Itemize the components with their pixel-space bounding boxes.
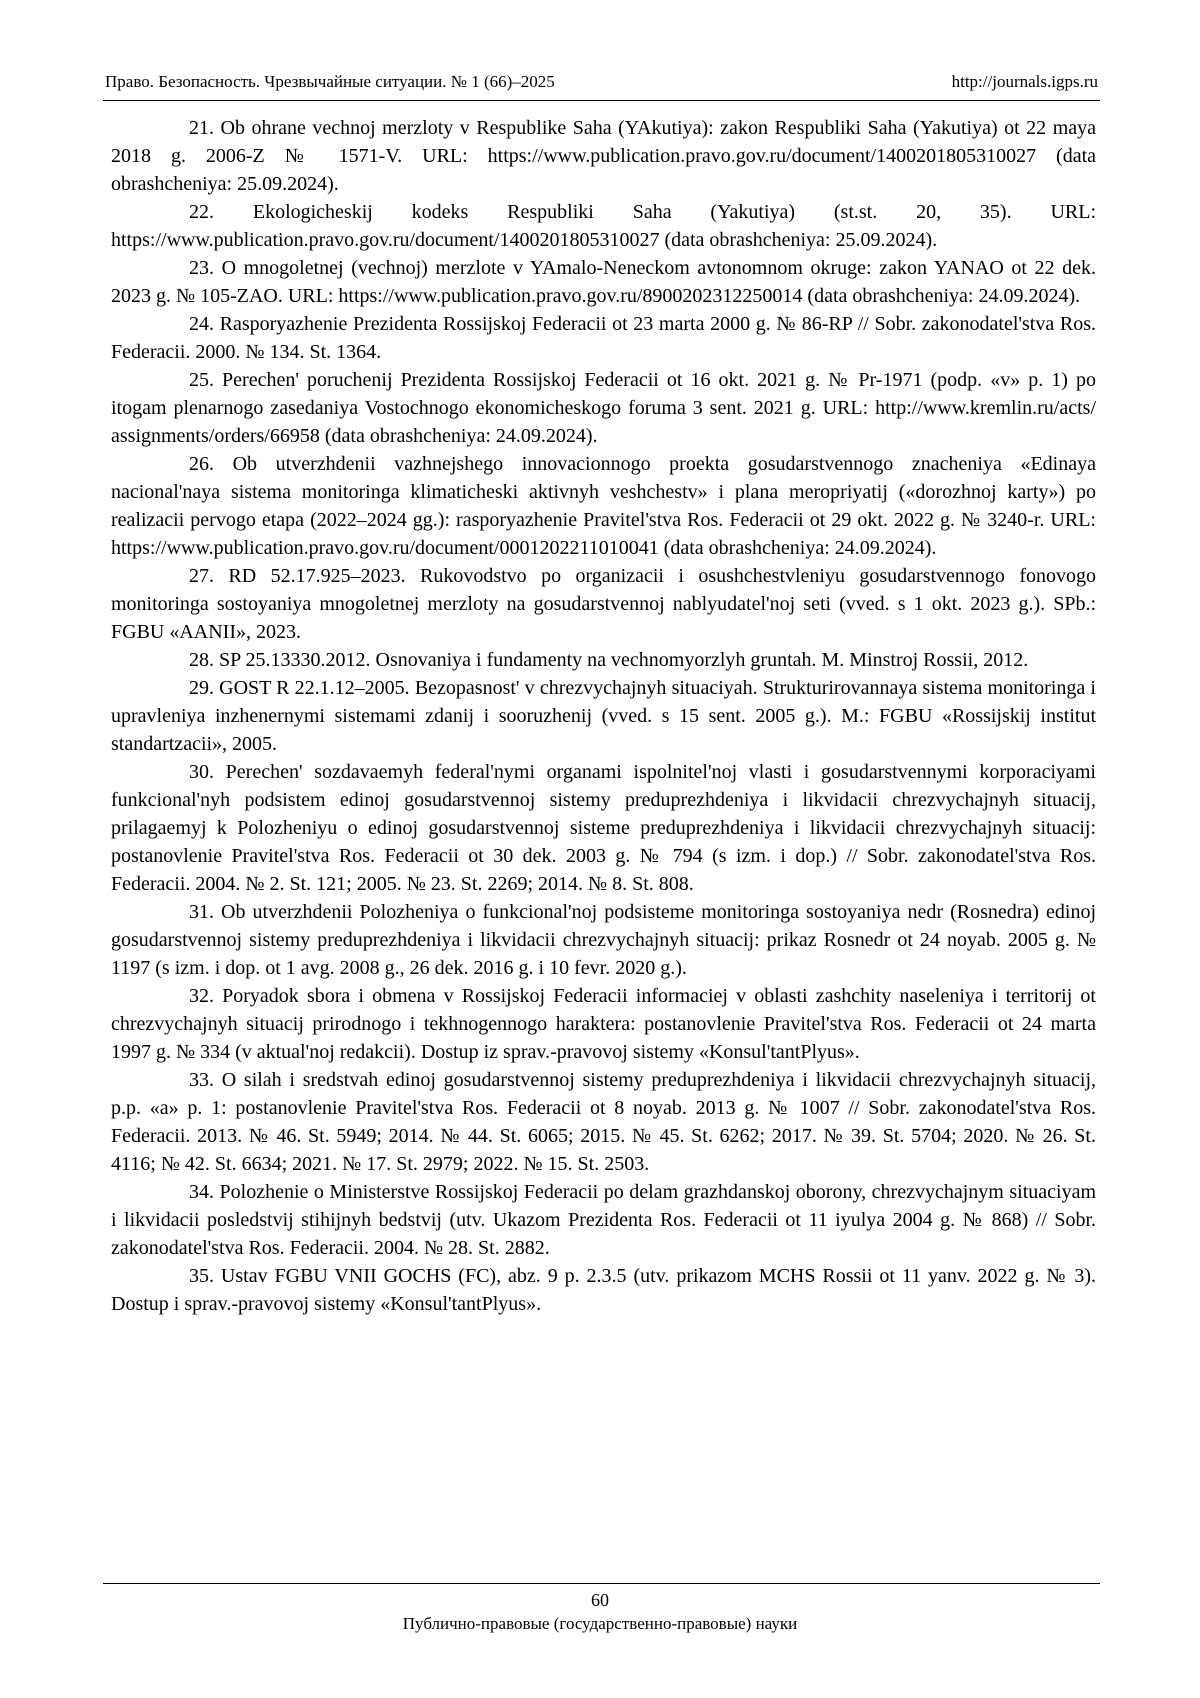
reference-item: 32. Poryadok sbora i obmena v Rossijskoj Federacii informaciej v oblasti zashchity naseleniya i territorij ot chrezvychajnyh situacij prirodnogo i tekhnogennogo haraktera: postanovlenie Pravitel'stva Ros. Federacii ot 24 marta 1997 g. № 334 (v aktual'noj redakcii). Dostup iz sprav.-pravovoj sistemy «Konsul'tantPlyus».	[111, 985, 1096, 1063]
journal-title: Право. Безопасность. Чрезвычайные ситуации. № 1 (66)–2025	[105, 72, 555, 91]
reference-item: 30. Perechen' sozdavaemyh federal'nymi organami ispolnitel'noj vlasti i gosudarstvennymi korporaciyami funkcional'nyh podsistem edinoj gosudarstvennoj sistemy preduprezhdeniya i likvidacii chrezvychajnyh situacij, prilagaemyj k Polozheniyu o edinoj gosudarstvennoj sisteme preduprezhdeniya i likvidacii chrezvychajnyh situacij: postanovlenie Pravitel'stva Ros. Federacii ot 30 dek. 2003 g. № 794 (s izm. i dop.) // Sobr. zakonodatel'stva Ros. Federacii. 2004. № 2. St. 121; 2005. № 23. St. 2269; 2014. № 8. St. 808.	[111, 761, 1096, 895]
reference-item: 33. O silah i sredstvah edinoj gosudarstvennoj sistemy preduprezhdeniya i likvidacii chrezvychajnyh situacij, p.p. «a» p. 1: postanovlenie Pravitel'stva Ros. Federacii ot 8 noyab. 2013 g. № 1007 // Sobr. zakonodatel'stva Ros. Federacii. 2013. № 46. St. 5949; 2014. № 44. St. 6065; 2015. № 45. St. 6262; 2017. № 39. St. 5704; 2020. № 26. St. 4116; № 42. St. 6634; 2021. № 17. St. 2979; 2022. № 15. St. 2503.	[111, 1069, 1096, 1175]
reference-item: 31. Ob utverzhdenii Polozheniya o funkcional'noj podsisteme monitoringa sostoyaniya nedr (Rosnedra) edinoj gosudarstvennoj sistemy preduprezhdeniya i likvidacii chrezvychajnyh situacij: prikaz Rosnedr ot 24 noyab. 2005 g. № 1197 (s izm. i dop. ot 1 avg. 2008 g., 26 dek. 2016 g. i 10 fevr. 2020 g.).	[111, 901, 1096, 979]
reference-item: 35. Ustav FGBU VNII GOCHS (FC), abz. 9 p. 2.3.5 (utv. prikazom MCHS Rossii ot 11 yanv. 2022 g. № 3). Dostup i sprav.-pravovoj sistemy «Konsul'tantPlyus».	[111, 1265, 1096, 1315]
reference-item: 21. Ob ohrane vechnoj merzloty v Respublike Saha (YAkutiya): zakon Respubliki Saha (Yakutiya) ot 22 maya 2018 g. 2006-Z № 1571-V. URL: https://www.publication.pravo.gov.ru/document/1400201805310027 (data obrashcheniya: 25.09.2024).	[111, 117, 1096, 195]
reference-item: 22. Ekologicheskij kodeks Respubliki Saha (Yakutiya) (st.st. 20, 35). URL: https://www.publication.pravo.gov.ru/document/1400201805310027 (data obrashcheniya: 25.09.2024).	[111, 201, 1096, 251]
reference-item: 24. Rasporyazhenie Prezidenta Rossijskoj Federacii ot 23 marta 2000 g. № 86-RP // Sobr. zakonodatel'stva Ros. Federacii. 2000. № 134. St. 1364.	[111, 313, 1096, 363]
reference-item: 26. Ob utverzhdenii vazhnejshego innovacionnogo proekta gosudarstvennogo znacheniya «Edinaya nacional'naya sistema monitoringa klimaticheski aktivnyh veshchestv» i plana meropriyatij («dorozhnoj karty») po realizacii pervogo etapa (2022–2024 gg.): rasporyazhenie Pravitel'stva Ros. Federacii ot 29 okt. 2022 g. № 3240-r. URL: https://www.publication.pravo.gov.ru/document/0001202211010041 (data obrashcheniya: 24.09.2024).	[111, 453, 1096, 559]
journal-url[interactable]: http://journals.igps.ru	[951, 72, 1098, 91]
page-number: 60	[591, 1590, 609, 1610]
reference-item: 25. Perechen' poruchenij Prezidenta Rossijskoj Federacii ot 16 okt. 2021 g. № Pr-1971 (podp. «v» p. 1) po itogam plenarnogo zasedaniya Vostochnogo ekonomicheskogo foruma 3 sent. 2021 g. URL: http://www.kremlin.ru/acts/ assignments/orders/66958 (data obrashcheniya: 24.09.2024).	[111, 369, 1096, 447]
reference-item: 34. Polozhenie o Ministerstve Rossijskoj Federacii po delam grazhdanskoj oborony, chrezvychajnym situaciyam i likvidacii posledstvij stihijnyh bedstvij (utv. Ukazom Prezidenta Ros. Federacii ot 11 iyulya 2004 g. № 868) // Sobr. zakonodatel'stva Ros. Federacii. 2004. № 28. St. 2882.	[111, 1181, 1096, 1259]
footer-divider	[103, 1583, 1100, 1584]
reference-item: 28. SP 25.13330.2012. Osnovaniya i fundamenty na vechnomyorzlyh gruntah. M. Minstroj Rossii, 2012.	[189, 649, 1029, 671]
reference-list	[111, 114, 1096, 1318]
reference-item: 23. O mnogoletnej (vechnoj) merzlote v YAmalo-Neneckom avtonomnom okruge: zakon YANAO ot 22 dek. 2023 g. № 105-ZAO. URL: https://www.publication.pravo.gov.ru/8900202312250014 (data obrashcheniya: 24.09.2024).	[111, 257, 1096, 307]
reference-item: 27. RD 52.17.925–2023. Rukovodstvo po organizacii i osushchestvleniyu gosudarstvennogo fonovogo monitoringa sostoyaniya mnogoletnej merzloty na gosudarstvennoj nablyudatel'noj seti (vved. s 1 okt. 2023 g.). SPb.: FGBU «AANII», 2023.	[111, 565, 1096, 643]
reference-item: 29. GOST R 22.1.12–2005. Bezopasnost' v chrezvychajnyh situaciyah. Strukturirovannaya sistema monitoringa i upravleniya inzhenernymi sistemami zdanij i sooruzhenij (vved. s 15 sent. 2005 g.). M.: FGBU «Rossijskij institut standartzacii», 2005.	[111, 677, 1096, 755]
running-header	[103, 72, 1100, 101]
section-title: Публично-правовые (государственно-правовые) науки	[402, 1614, 798, 1633]
